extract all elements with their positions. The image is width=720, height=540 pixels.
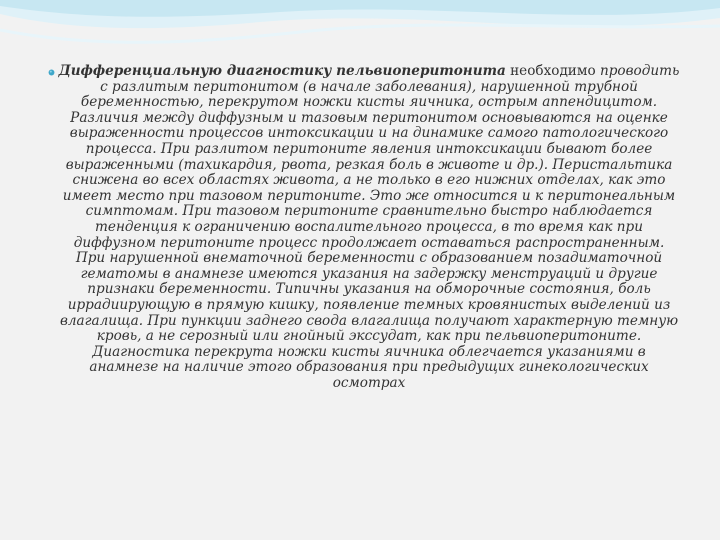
bullet-paragraph [58,64,680,391]
lead-term: Дифференциальную диагностику пельвиоперитонита [58,63,506,79]
slide-content [58,64,680,391]
round-bullet-icon [48,69,55,76]
body-text: проводить с разлитым перитонитом (в начале заболевания), нарушенной трубной беременностью, перекрутом ножки кисты яичника, острым аппендицитом. Различия между диффузным и тазовым перитонитом основываются на оценке выраженности процессов интоксикации и на динамике самого патологического процесса. При разлитом перитоните явления интоксикации бывают более выраженными (тахикардия, рвота, резкая боль в животе и др.). Перистальтика снижена во всех областях живота, а не только в его нижних отделах, как это имеет место при тазовом перитоните. Это же относится и к перитонеальным симптомам. При тазовом перитоните сравнительно быстро наблюдается тенденция к ограничению воспалительного процесса, в то время как при диффузном перитоните процесс продолжает оставаться распространенным. При нарушенной внематочной беременности с образованием позадиматочной гематомы в анамнезе имеются указания на задержку менструаций и другие признаки беременности. Типичны указания на обморочные состояния, боль иррадиирующую в прямую кишку, появление темных кровянистых выделений из влагалища. При пункции заднего свода влагалища получают характерную темную кровь, а не серозный или гнойный экссудат, как при пельвиоперитоните. Диагностика перекрута ножки кисты яичника облегчается указаниями в анамнезе на наличие этого образования при предыдущих гинекологических осмотрах [59,63,680,391]
lead-continuation: необходимо [505,63,596,79]
